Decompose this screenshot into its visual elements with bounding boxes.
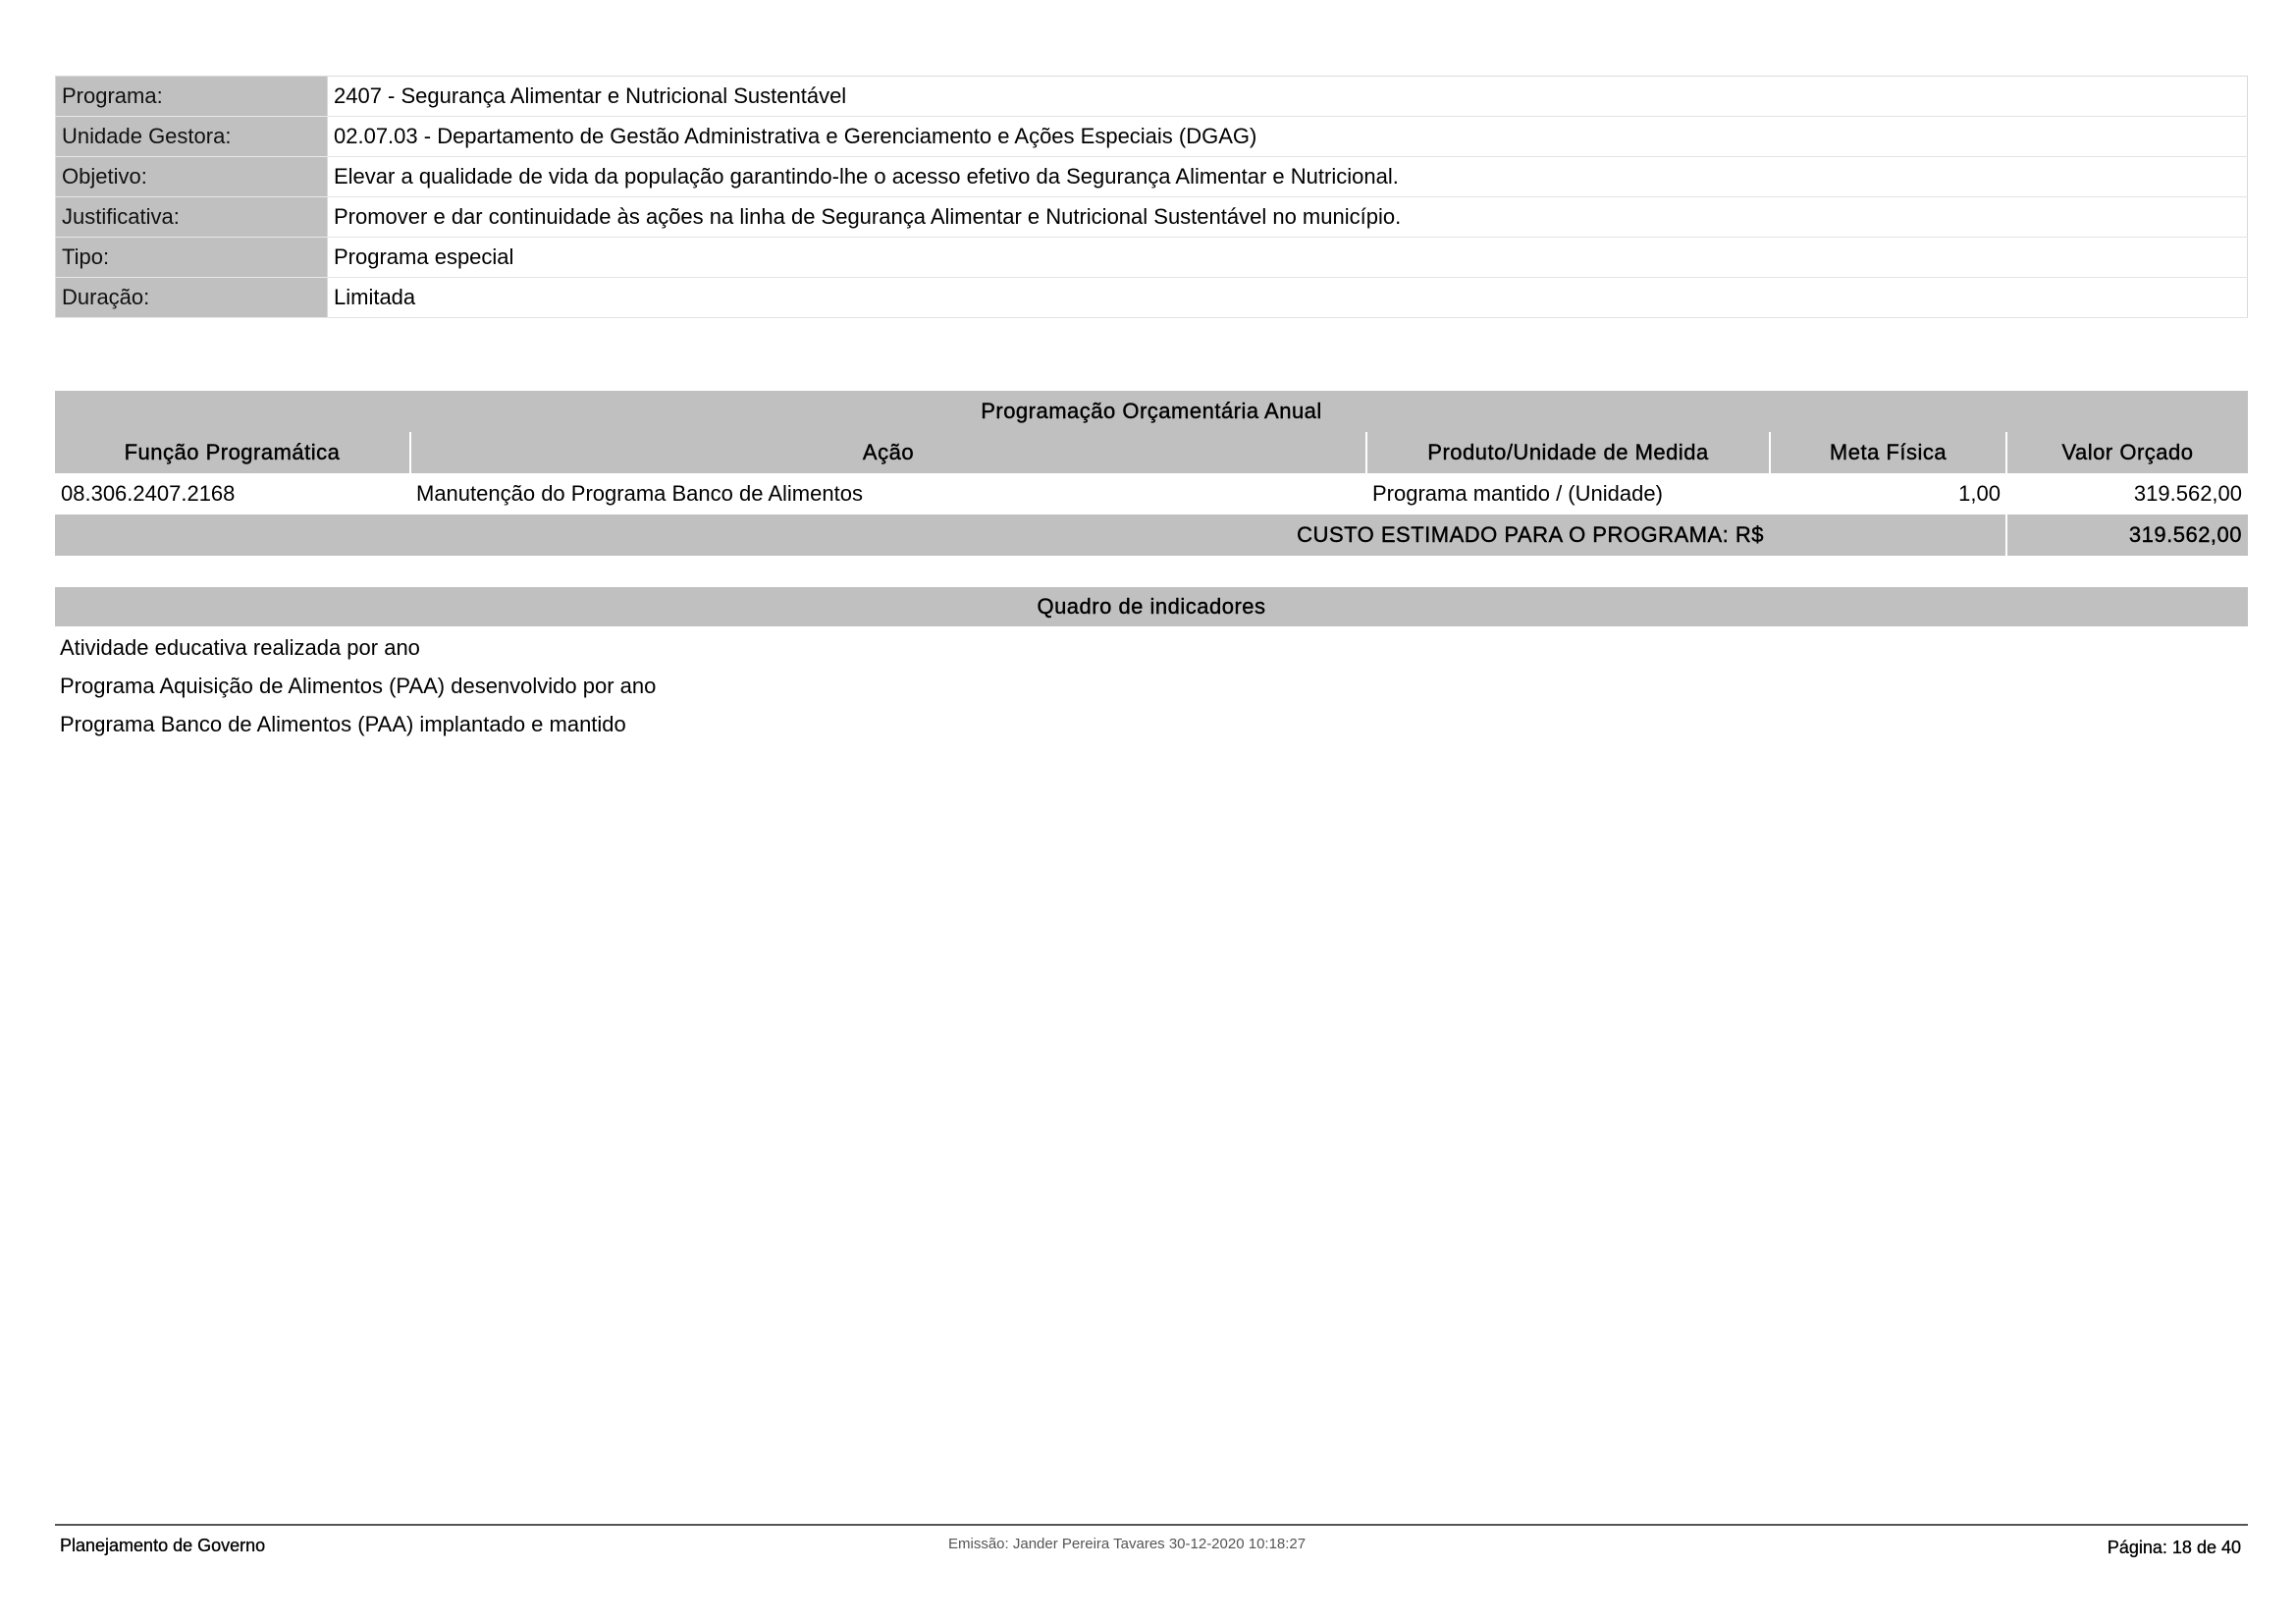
column-header-produto: Produto/Unidade de Medida (1366, 432, 1770, 473)
info-row-unidade-gestora (56, 117, 2248, 157)
footer-emission: Emissão: Jander Pereira Tavares 30-12-2020 10:18:27 (948, 1536, 1307, 1552)
info-row-programa (56, 77, 2248, 117)
cell-acao: Manutenção do Programa Banco de Alimentos (410, 473, 1366, 514)
info-label-duracao: Duração: (56, 278, 328, 318)
indicators-title: Quadro de indicadores (55, 587, 2248, 626)
budget-title: Programação Orçamentária Anual (55, 391, 2248, 432)
info-value-duracao: Limitada (328, 278, 2248, 318)
column-header-funcao: Função Programática (55, 432, 410, 473)
program-info-table (55, 76, 2248, 318)
info-label-objetivo: Objetivo: (56, 157, 328, 197)
total-row (55, 514, 2248, 556)
list-item: Programa Banco de Alimentos (PAA) implantado e mantido (60, 712, 626, 736)
total-value: 319.562,00 (2006, 514, 2248, 556)
info-value-justificativa: Promover e dar continuidade às ações na linha de Segurança Alimentar e Nutricional Sustentável no município. (328, 197, 2248, 238)
info-label-justificativa: Justificativa: (56, 197, 328, 238)
cell-meta: 1,00 (1770, 473, 2006, 514)
table-row (55, 473, 2248, 514)
info-label-unidade-gestora: Unidade Gestora: (56, 117, 328, 157)
total-label: CUSTO ESTIMADO PARA O PROGRAMA: R$ (55, 514, 1770, 556)
info-row-duracao (56, 278, 2248, 318)
cell-funcao: 08.306.2407.2168 (55, 473, 410, 514)
footer-divider (55, 1524, 2248, 1526)
budget-title-row (55, 391, 2248, 432)
column-header-meta: Meta Física (1770, 432, 2006, 473)
indicators-list (60, 628, 656, 743)
budget-table (55, 391, 2248, 556)
column-header-valor: Valor Orçado (2006, 432, 2248, 473)
info-row-tipo (56, 238, 2248, 278)
budget-header-row (55, 432, 2248, 473)
info-label-tipo: Tipo: (56, 238, 328, 278)
info-value-objetivo: Elevar a qualidade de vida da população garantindo-lhe o acesso efetivo da Segurança Alimentar e Nutricional. (328, 157, 2248, 197)
footer-page-number: Página: 18 de 40 (2107, 1538, 2241, 1557)
cell-produto: Programa mantido / (Unidade) (1366, 473, 1770, 514)
total-spacer (1770, 514, 2006, 556)
info-value-programa: 2407 - Segurança Alimentar e Nutricional Sustentável (328, 77, 2248, 117)
info-value-tipo: Programa especial (328, 238, 2248, 278)
cell-valor: 319.562,00 (2006, 473, 2248, 514)
list-item: Programa Aquisição de Alimentos (PAA) desenvolvido por ano (60, 674, 657, 698)
list-item: Atividade educativa realizada por ano (60, 635, 420, 660)
footer-department: Planejamento de Governo (60, 1536, 266, 1555)
info-row-justificativa (56, 197, 2248, 238)
info-row-objetivo (56, 157, 2248, 197)
column-header-acao: Ação (410, 432, 1366, 473)
info-value-unidade-gestora: 02.07.03 - Departamento de Gestão Administrativa e Gerenciamento e Ações Especiais (DGAG) (328, 117, 2248, 157)
info-label-programa: Programa: (56, 77, 328, 117)
